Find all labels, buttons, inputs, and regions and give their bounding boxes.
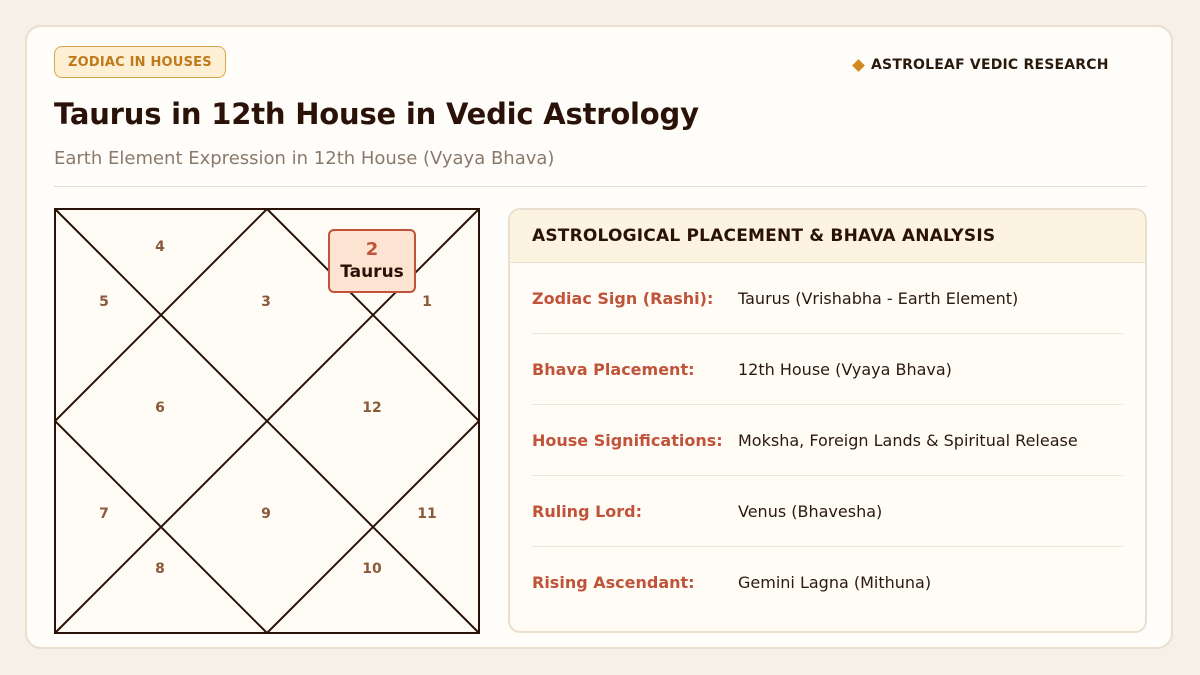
detail-label: Zodiac Sign (Rashi):: [532, 288, 714, 308]
divider: [54, 186, 1147, 187]
highlighted-house-number: 2: [365, 239, 379, 260]
house-number-7: 7: [99, 506, 109, 522]
panel-heading: ASTROLOGICAL PLACEMENT & BHAVA ANALYSIS: [510, 210, 1145, 263]
detail-value: Gemini Lagna (Mithuna): [738, 572, 932, 592]
highlighted-house[interactable]: [328, 229, 416, 293]
house-number-1: 1: [422, 294, 432, 310]
house-number-12: 12: [362, 400, 382, 416]
detail-label: Ruling Lord:: [532, 501, 643, 521]
page-subtitle: Earth Element Expression in 12th House (Vyaya Bhava): [54, 148, 555, 169]
chart-lines: [54, 208, 480, 634]
house-number-10: 10: [362, 561, 382, 577]
house-number-9: 9: [261, 506, 271, 522]
house-number-11: 11: [417, 506, 437, 522]
page-title: Taurus in 12th House in Vedic Astrology: [54, 97, 699, 131]
detail-value: 12th House (Vyaya Bhava): [738, 359, 952, 379]
house-number-8: 8: [155, 561, 165, 577]
detail-row: [532, 476, 1123, 547]
category-tag[interactable]: ZODIAC IN HOUSES: [54, 46, 226, 78]
highlighted-sign: Taurus: [340, 262, 404, 282]
brand: [854, 57, 1109, 73]
detail-label: Bhava Placement:: [532, 359, 695, 379]
detail-value: Venus (Bhavesha): [738, 501, 883, 521]
house-number-5: 5: [99, 294, 109, 310]
detail-row: [532, 547, 1123, 617]
analysis-panel: [508, 208, 1147, 633]
north-indian-chart: [54, 208, 480, 634]
house-number-3: 3: [261, 294, 271, 310]
detail-value: Taurus (Vrishabha - Earth Element): [738, 288, 1019, 308]
house-number-6: 6: [155, 400, 165, 416]
detail-label: House Significations:: [532, 430, 723, 450]
detail-value: Moksha, Foreign Lands & Spiritual Release: [738, 430, 1078, 450]
detail-row: [532, 405, 1123, 476]
house-number-4: 4: [155, 239, 165, 255]
diamond-icon: [852, 59, 865, 72]
detail-row: [532, 263, 1123, 334]
detail-row: [532, 334, 1123, 405]
detail-list: [510, 263, 1145, 617]
brand-name: ASTROLEAF VEDIC RESEARCH: [871, 57, 1109, 73]
detail-label: Rising Ascendant:: [532, 572, 695, 592]
